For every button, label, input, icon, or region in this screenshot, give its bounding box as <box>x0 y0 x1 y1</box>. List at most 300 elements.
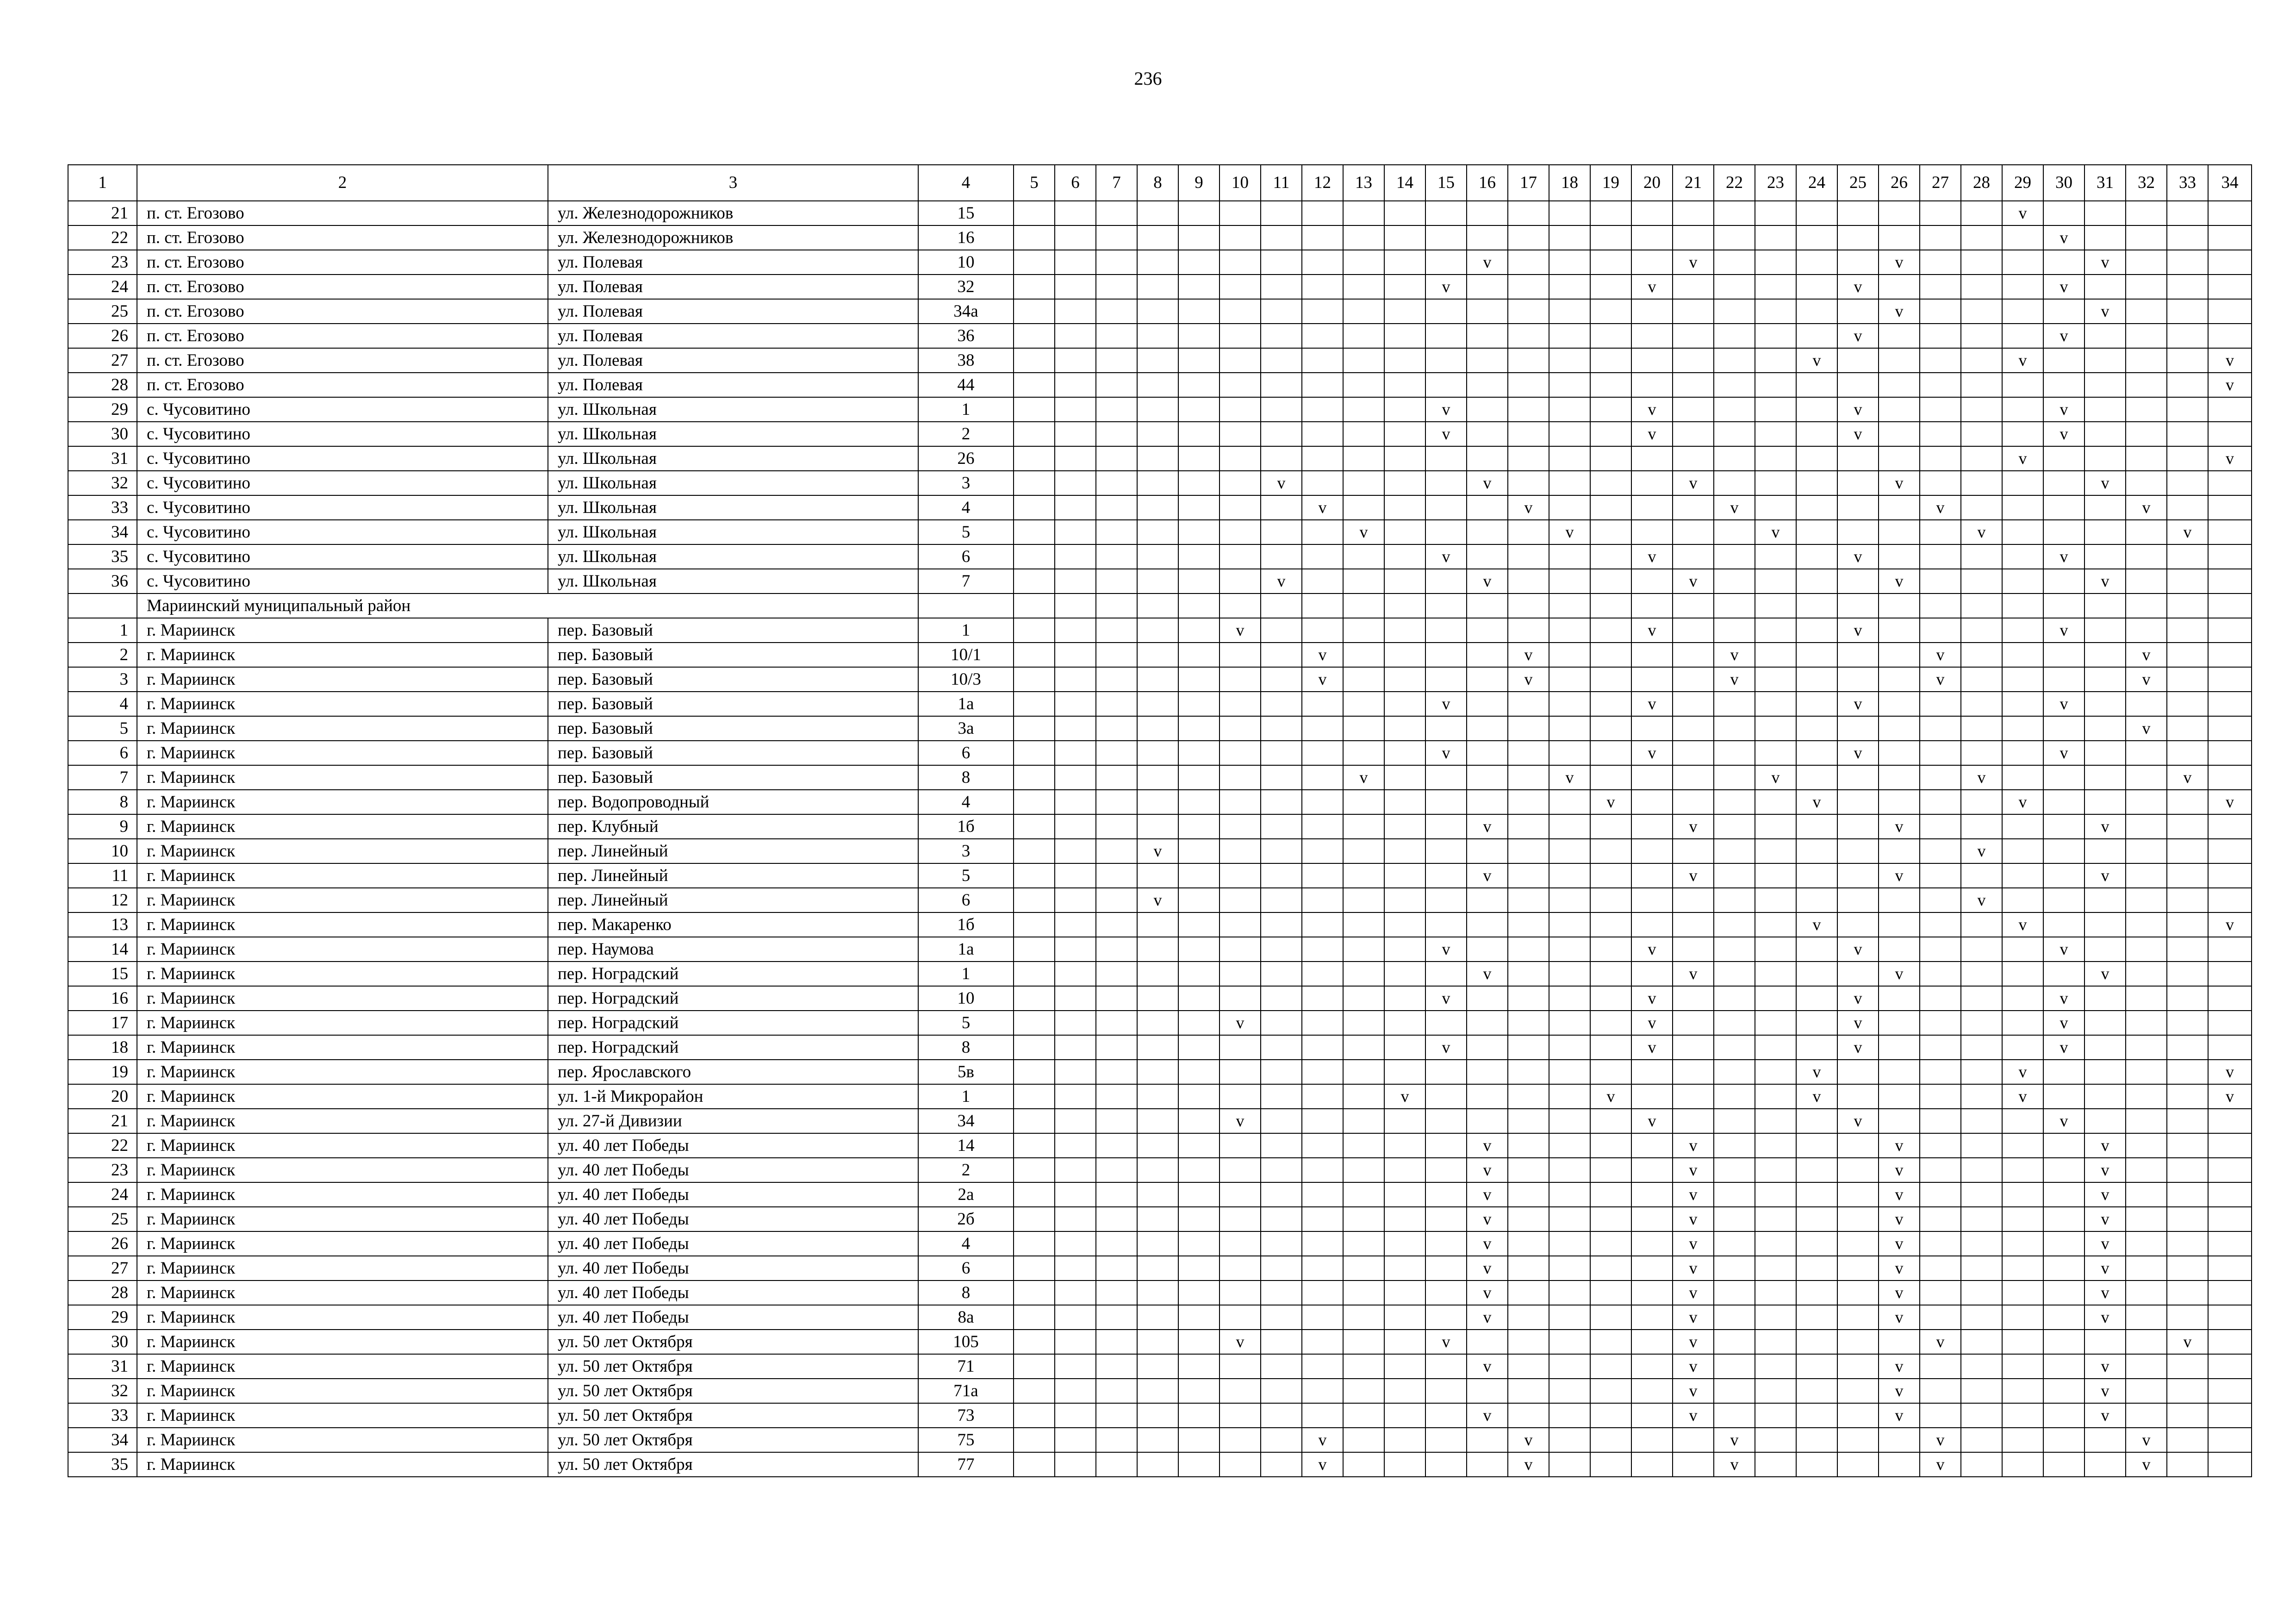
empty-cell <box>1961 446 2002 471</box>
empty-cell <box>1837 1452 1879 1477</box>
empty-cell <box>1014 593 1055 618</box>
table-row <box>68 888 2252 912</box>
empty-cell <box>2084 643 2126 667</box>
header-cell: 13 <box>1343 165 1384 201</box>
empty-cell <box>1137 1354 1178 1379</box>
empty-cell <box>2002 520 2043 544</box>
street-cell: ул. Школьная <box>548 422 918 446</box>
empty-cell <box>1467 618 1508 643</box>
mark-cell: v <box>1879 1207 1920 1231</box>
empty-cell <box>1837 1158 1879 1182</box>
empty-cell <box>1673 765 1714 790</box>
empty-cell <box>2043 250 2084 275</box>
empty-cell <box>1425 250 1467 275</box>
empty-cell <box>1714 1060 1755 1084</box>
empty-cell <box>1590 495 1631 520</box>
empty-cell <box>1879 593 1920 618</box>
empty-cell <box>1755 1280 1796 1305</box>
empty-cell <box>1508 1231 1549 1256</box>
empty-cell <box>1837 593 1879 618</box>
empty-cell <box>2002 1403 2043 1428</box>
street-cell: ул. Железнодорожников <box>548 201 918 225</box>
empty-cell <box>1549 471 1590 495</box>
empty-cell <box>1796 324 1837 348</box>
empty-cell <box>1508 765 1549 790</box>
house-number-cell: 1а <box>918 937 1014 962</box>
empty-cell <box>1920 618 1961 643</box>
empty-cell <box>1220 299 1261 324</box>
empty-cell <box>1796 520 1837 544</box>
empty-cell <box>2167 937 2208 962</box>
empty-cell <box>1261 643 1302 667</box>
empty-cell <box>1549 1354 1590 1379</box>
empty-cell <box>1343 716 1384 741</box>
empty-cell <box>2208 888 2252 912</box>
empty-cell <box>1055 814 1096 839</box>
header-cell: 28 <box>1961 165 2002 201</box>
empty-cell <box>1879 1060 1920 1084</box>
mark-cell: v <box>1920 1330 1961 1354</box>
empty-cell <box>1137 1403 1178 1428</box>
empty-cell <box>1384 446 1425 471</box>
street-cell: ул. Полевая <box>548 373 918 397</box>
empty-cell <box>2002 1035 2043 1060</box>
section-row <box>68 593 2252 618</box>
empty-cell <box>1590 1256 1631 1280</box>
empty-cell <box>1755 1109 1796 1133</box>
empty-cell <box>1220 1428 1261 1452</box>
empty-cell <box>1425 1256 1467 1280</box>
empty-cell <box>1302 593 1343 618</box>
empty-cell <box>1631 1256 1673 1280</box>
row-number-cell: 19 <box>68 1060 137 1084</box>
empty-cell <box>2167 1452 2208 1477</box>
empty-cell <box>1714 1379 1755 1403</box>
mark-cell: v <box>1920 1452 1961 1477</box>
mark-cell: v <box>1879 1403 1920 1428</box>
empty-cell <box>1014 495 1055 520</box>
empty-cell <box>1755 1305 1796 1330</box>
empty-cell <box>1014 544 1055 569</box>
empty-cell <box>2126 1109 2167 1133</box>
empty-cell <box>2002 741 2043 765</box>
empty-cell <box>1302 225 1343 250</box>
empty-cell <box>1261 225 1302 250</box>
empty-cell <box>1714 814 1755 839</box>
house-number-cell: 10/1 <box>918 643 1014 667</box>
empty-cell <box>1096 348 1137 373</box>
empty-cell <box>1755 667 1796 692</box>
row-number-cell: 20 <box>68 1084 137 1109</box>
mark-cell: v <box>1673 569 1714 593</box>
empty-cell <box>1508 275 1549 299</box>
mark-cell: v <box>1920 495 1961 520</box>
empty-cell <box>1261 1011 1302 1035</box>
empty-cell <box>1343 937 1384 962</box>
house-number-cell: 8 <box>918 1280 1014 1305</box>
mark-cell: v <box>1879 1182 1920 1207</box>
empty-cell <box>1014 643 1055 667</box>
empty-cell <box>1178 888 1220 912</box>
empty-cell <box>2208 1379 2252 1403</box>
empty-cell <box>1014 863 1055 888</box>
empty-cell <box>1508 912 1549 937</box>
empty-cell <box>1755 692 1796 716</box>
mark-cell: v <box>2002 348 2043 373</box>
empty-cell <box>2167 1158 2208 1182</box>
empty-cell <box>1673 888 1714 912</box>
empty-cell <box>2167 1035 2208 1060</box>
settlement-cell: г. Мариинск <box>137 1207 548 1231</box>
mark-cell: v <box>1467 1158 1508 1182</box>
empty-cell <box>1549 814 1590 839</box>
empty-cell <box>2167 692 2208 716</box>
empty-cell <box>1549 201 1590 225</box>
row-number-cell: 9 <box>68 814 137 839</box>
empty-cell <box>1096 1182 1137 1207</box>
street-cell: пер. Ярославского <box>548 1060 918 1084</box>
empty-cell <box>1961 912 2002 937</box>
street-cell: ул. 40 лет Победы <box>548 1158 918 1182</box>
empty-cell <box>1590 544 1631 569</box>
empty-cell <box>1220 814 1261 839</box>
empty-cell <box>1755 962 1796 986</box>
mark-cell: v <box>2084 299 2126 324</box>
empty-cell <box>1467 446 1508 471</box>
empty-cell <box>1837 225 1879 250</box>
empty-cell <box>1879 1330 1920 1354</box>
table-row <box>68 1109 2252 1133</box>
row-number-cell: 28 <box>68 373 137 397</box>
empty-cell <box>1508 520 1549 544</box>
empty-cell <box>1549 593 1590 618</box>
empty-cell <box>1014 814 1055 839</box>
empty-cell <box>1467 373 1508 397</box>
empty-cell <box>1549 1379 1590 1403</box>
empty-cell <box>2167 299 2208 324</box>
empty-cell <box>2002 1256 2043 1280</box>
mark-cell: v <box>2208 1084 2252 1109</box>
empty-cell <box>1837 1182 1879 1207</box>
empty-cell <box>1014 692 1055 716</box>
header-cell: 4 <box>918 165 1014 201</box>
empty-cell <box>1343 324 1384 348</box>
empty-cell <box>1755 1330 1796 1354</box>
empty-cell <box>1261 1182 1302 1207</box>
empty-cell <box>1631 1330 1673 1354</box>
empty-cell <box>2208 225 2252 250</box>
house-number-cell: 77 <box>918 1452 1014 1477</box>
empty-cell <box>1302 1305 1343 1330</box>
empty-cell <box>1096 1011 1137 1035</box>
empty-cell <box>1302 618 1343 643</box>
empty-cell <box>2126 1207 2167 1231</box>
house-number-cell: 15 <box>918 201 1014 225</box>
empty-cell <box>2002 962 2043 986</box>
empty-cell <box>2002 1109 2043 1133</box>
empty-cell <box>1879 520 1920 544</box>
empty-cell <box>1508 471 1549 495</box>
empty-cell <box>1714 348 1755 373</box>
empty-cell <box>1178 986 1220 1011</box>
empty-cell <box>1467 299 1508 324</box>
settlement-cell: г. Мариинск <box>137 888 548 912</box>
empty-cell <box>1714 299 1755 324</box>
mark-cell: v <box>2043 1011 2084 1035</box>
empty-cell <box>2084 1035 2126 1060</box>
empty-cell <box>2043 1060 2084 1084</box>
settlement-cell: г. Мариинск <box>137 1280 548 1305</box>
empty-cell <box>1796 962 1837 986</box>
mark-cell: v <box>1467 250 1508 275</box>
row-number-cell: 21 <box>68 201 137 225</box>
mark-cell: v <box>1508 667 1549 692</box>
empty-cell <box>1961 1035 2002 1060</box>
empty-cell <box>1796 1182 1837 1207</box>
mark-cell: v <box>1673 1133 1714 1158</box>
empty-cell <box>1590 1158 1631 1182</box>
mark-cell: v <box>2084 1379 2126 1403</box>
empty-cell <box>2126 863 2167 888</box>
empty-cell <box>1961 618 2002 643</box>
street-cell: ул. 50 лет Октября <box>548 1379 918 1403</box>
empty-cell <box>1096 569 1137 593</box>
empty-cell <box>1137 1280 1178 1305</box>
empty-cell <box>1384 937 1425 962</box>
empty-cell <box>1920 520 1961 544</box>
empty-cell <box>1302 765 1343 790</box>
table-row <box>68 299 2252 324</box>
empty-cell <box>1549 1084 1590 1109</box>
mark-cell: v <box>1837 741 1879 765</box>
street-cell: пер. Базовый <box>548 741 918 765</box>
empty-cell <box>2167 1379 2208 1403</box>
empty-cell <box>1590 520 1631 544</box>
street-cell: ул. 40 лет Победы <box>548 1256 918 1280</box>
empty-cell <box>1137 1060 1178 1084</box>
empty-cell <box>2208 1182 2252 1207</box>
empty-cell <box>1343 593 1384 618</box>
street-cell: ул. Школьная <box>548 544 918 569</box>
empty-cell <box>1879 888 1920 912</box>
mark-cell: v <box>2084 1403 2126 1428</box>
empty-cell <box>2208 716 2252 741</box>
mark-cell: v <box>1673 1182 1714 1207</box>
empty-cell <box>1673 299 1714 324</box>
mark-cell: v <box>1220 618 1261 643</box>
empty-cell <box>1796 692 1837 716</box>
empty-cell <box>1261 863 1302 888</box>
empty-cell <box>2208 397 2252 422</box>
mark-cell: v <box>1673 1305 1714 1330</box>
empty-cell <box>1755 1011 1796 1035</box>
empty-cell <box>2167 888 2208 912</box>
empty-cell <box>1879 1428 1920 1452</box>
empty-cell <box>1796 814 1837 839</box>
empty-cell <box>1673 1428 1714 1452</box>
empty-cell <box>1055 1109 1096 1133</box>
empty-cell <box>1755 299 1796 324</box>
empty-cell <box>1137 569 1178 593</box>
empty-cell <box>1879 1452 1920 1477</box>
empty-cell <box>1508 1109 1549 1133</box>
empty-cell <box>1343 667 1384 692</box>
mark-cell: v <box>1467 1207 1508 1231</box>
empty-cell <box>1714 888 1755 912</box>
empty-cell <box>1261 1379 1302 1403</box>
empty-cell <box>1879 741 1920 765</box>
mark-cell: v <box>2002 446 2043 471</box>
empty-cell <box>1014 225 1055 250</box>
empty-cell <box>1508 1403 1549 1428</box>
empty-cell <box>1961 692 2002 716</box>
street-cell: пер. Линейный <box>548 863 918 888</box>
empty-cell <box>1220 912 1261 937</box>
empty-cell <box>2126 299 2167 324</box>
street-cell: пер. Базовый <box>548 643 918 667</box>
mark-cell: v <box>1879 569 1920 593</box>
empty-cell <box>1549 618 1590 643</box>
empty-cell <box>1879 1109 1920 1133</box>
row-number-cell: 33 <box>68 1403 137 1428</box>
empty-cell <box>2043 1133 2084 1158</box>
empty-cell <box>1137 643 1178 667</box>
empty-cell <box>1343 1403 1384 1428</box>
empty-cell <box>1384 422 1425 446</box>
empty-cell <box>1014 716 1055 741</box>
mark-cell: v <box>1220 1330 1261 1354</box>
settlement-cell: п. ст. Егозово <box>137 348 548 373</box>
empty-cell <box>1137 250 1178 275</box>
empty-cell <box>1837 1256 1879 1280</box>
empty-cell <box>2002 373 2043 397</box>
empty-cell <box>1796 225 1837 250</box>
empty-cell <box>1467 520 1508 544</box>
empty-cell <box>2208 569 2252 593</box>
empty-cell <box>1755 888 1796 912</box>
empty-cell <box>1261 1158 1302 1182</box>
empty-cell <box>1961 962 2002 986</box>
house-number-cell: 6 <box>918 544 1014 569</box>
empty-cell <box>1755 324 1796 348</box>
empty-cell <box>2126 1133 2167 1158</box>
mark-cell: v <box>1631 544 1673 569</box>
empty-cell <box>1796 839 1837 863</box>
empty-cell <box>1137 593 1178 618</box>
empty-cell <box>1014 324 1055 348</box>
empty-cell <box>1343 1452 1384 1477</box>
empty-cell <box>1302 1182 1343 1207</box>
empty-cell <box>1796 716 1837 741</box>
settlement-cell: г. Мариинск <box>137 1011 548 1035</box>
mark-cell: v <box>1673 1158 1714 1182</box>
mark-cell: v <box>1467 962 1508 986</box>
empty-cell <box>1590 225 1631 250</box>
settlement-cell: с. Чусовитино <box>137 495 548 520</box>
header-cell: 17 <box>1508 165 1549 201</box>
empty-cell <box>1755 741 1796 765</box>
empty-cell <box>1961 1109 2002 1133</box>
settlement-cell: г. Мариинск <box>137 839 548 863</box>
empty-cell <box>1137 225 1178 250</box>
empty-cell <box>1425 1084 1467 1109</box>
table-row <box>68 814 2252 839</box>
empty-cell <box>1549 495 1590 520</box>
empty-cell <box>1549 937 1590 962</box>
house-number-cell: 7 <box>918 569 1014 593</box>
empty-cell <box>1137 1231 1178 1256</box>
mark-cell: v <box>1631 275 1673 299</box>
settlement-cell: п. ст. Егозово <box>137 373 548 397</box>
row-number-cell: 24 <box>68 1182 137 1207</box>
empty-cell <box>1673 986 1714 1011</box>
empty-cell <box>1055 1256 1096 1280</box>
row-number-cell: 13 <box>68 912 137 937</box>
mark-cell: v <box>1879 1133 1920 1158</box>
empty-cell <box>2002 1182 2043 1207</box>
empty-cell <box>1755 471 1796 495</box>
house-number-cell: 6 <box>918 888 1014 912</box>
empty-cell <box>1549 1256 1590 1280</box>
table-body <box>68 165 2252 1477</box>
empty-cell <box>1055 1011 1096 1035</box>
empty-cell <box>2126 397 2167 422</box>
empty-cell <box>1220 986 1261 1011</box>
empty-cell <box>1961 422 2002 446</box>
empty-cell <box>1220 937 1261 962</box>
empty-cell <box>1467 201 1508 225</box>
empty-cell <box>1673 1011 1714 1035</box>
empty-cell <box>1302 1231 1343 1256</box>
empty-cell <box>2043 1231 2084 1256</box>
row-number-cell: 8 <box>68 790 137 814</box>
mark-cell: v <box>1837 275 1879 299</box>
empty-cell <box>2084 912 2126 937</box>
empty-cell <box>1631 888 1673 912</box>
empty-cell <box>2126 593 2167 618</box>
row-number-cell: 26 <box>68 1231 137 1256</box>
empty-cell <box>1879 790 1920 814</box>
empty-cell <box>1549 1035 1590 1060</box>
empty-cell <box>1920 1158 1961 1182</box>
empty-cell <box>2002 765 2043 790</box>
empty-cell <box>1590 1207 1631 1231</box>
empty-cell <box>1714 422 1755 446</box>
empty-cell <box>1220 544 1261 569</box>
mark-cell: v <box>1631 1109 1673 1133</box>
empty-cell <box>1384 618 1425 643</box>
empty-cell <box>2167 446 2208 471</box>
empty-cell <box>2084 986 2126 1011</box>
empty-cell <box>1549 250 1590 275</box>
empty-cell <box>2167 962 2208 986</box>
mark-cell: v <box>2043 397 2084 422</box>
empty-cell <box>1178 1354 1220 1379</box>
empty-cell <box>1384 1256 1425 1280</box>
empty-cell <box>1961 643 2002 667</box>
empty-cell <box>1220 888 1261 912</box>
empty-cell <box>2208 692 2252 716</box>
house-number-cell: 5 <box>918 520 1014 544</box>
empty-cell <box>1508 422 1549 446</box>
mark-cell: v <box>2043 1109 2084 1133</box>
mark-cell: v <box>1590 1084 1631 1109</box>
table-row <box>68 1452 2252 1477</box>
empty-cell <box>1796 446 1837 471</box>
empty-cell <box>1302 888 1343 912</box>
empty-cell <box>2208 299 2252 324</box>
empty-cell <box>2208 1035 2252 1060</box>
